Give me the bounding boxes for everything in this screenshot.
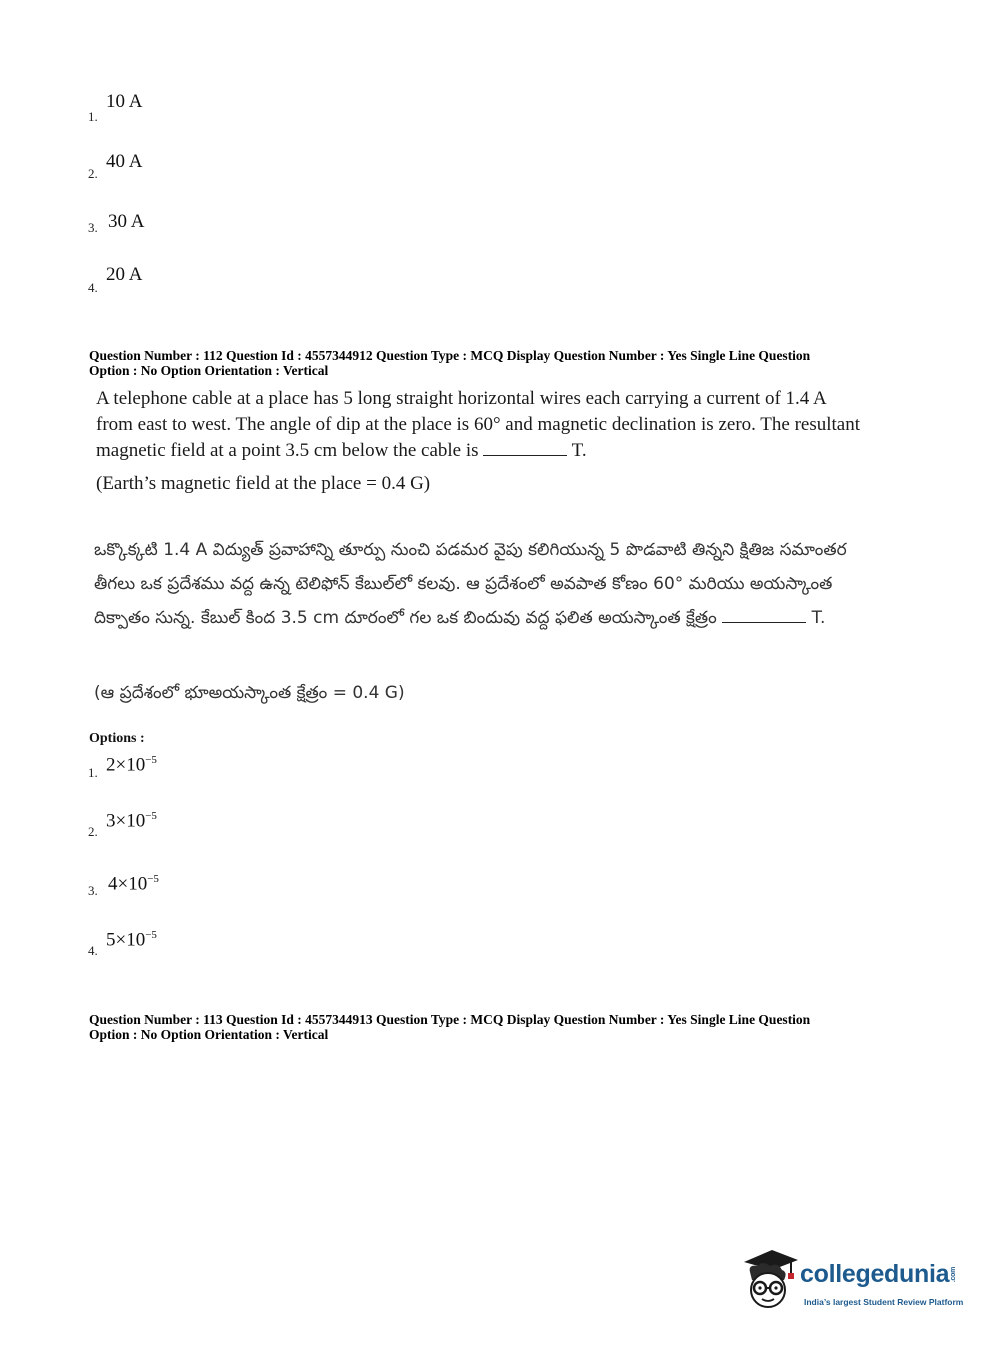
prev-option-1 <box>88 108 98 126</box>
prev-option-2 <box>88 165 98 183</box>
options-label: Options : <box>89 731 145 746</box>
prev-option-1-value: 10 A <box>106 91 143 112</box>
option-number: 4. <box>88 280 98 295</box>
q112-option-4-value <box>106 929 157 951</box>
q112-english-text <box>96 386 866 464</box>
collegedunia-logo <box>738 1246 968 1316</box>
q112-telugu-text <box>94 533 864 635</box>
q112-telugu-unit: T. <box>806 608 826 628</box>
mascot-icon <box>738 1246 800 1312</box>
exponent: −5 <box>145 810 157 822</box>
q113-meta-line2: Option : No Option Orientation : Vertical <box>89 1027 329 1042</box>
q112-telugu-body: ఒక్కొక్కటి 1.4 A విద్యుత్ ప్రవాహాన్ని తూర్పు నుంచి పడమర వైపు కలిగియున్న 5 పొడవాటి తిన్నని క్షితిజ సమాంతర తీగలు ఒక ప్రదేశము వద్ద ఉన్న టెలిఫోన్ కేబుల్‌లో కలవు. ఆ ప్రదేశంలో అవపాత కోణం 60° మరియు అయస్కాంత దిక్పాతం సున్న. కేబుల్ కింద 3.5 cm దూరంలో గల ఒక బిందువు వద్ద ఫలిత అయస్కాంత క్షేత్రం <box>94 540 847 628</box>
option-number: 1. <box>88 109 98 124</box>
prev-option-4-value: 20 A <box>106 264 143 285</box>
logo-tagline: India’s largest Student Review Platform <box>804 1297 964 1307</box>
logo-wordmark <box>800 1260 957 1289</box>
q112-english-note: (Earth’s magnetic field at the place = 0.4 G) <box>96 473 431 494</box>
q112-meta-line2: Option : No Option Orientation : Vertical <box>89 363 329 378</box>
exponent: −5 <box>145 754 157 766</box>
q112-option-1-number: 1. <box>88 765 98 780</box>
q112-option-4-number: 4. <box>88 943 98 958</box>
q113-meta <box>89 1012 810 1042</box>
q112-option-1-value <box>106 754 157 776</box>
logo-dotcom: .com <box>950 1266 958 1282</box>
prev-option-4 <box>88 279 98 297</box>
prev-option-2-value: 40 A <box>106 151 143 172</box>
option-number: 3. <box>88 220 98 235</box>
q112-english-unit: T. <box>567 440 587 461</box>
logo-name: collegedunia <box>800 1260 950 1288</box>
q112-option-3-value <box>108 873 159 895</box>
exponent: −5 <box>147 873 159 885</box>
option-number: 2. <box>88 166 98 181</box>
q112-option-2-value <box>106 810 157 832</box>
prev-option-3-value: 30 A <box>108 211 145 232</box>
q112-telugu-note: (ఆ ప్రదేశంలో భూఅయస్కాంత క్షేత్రం = 0.4 G) <box>94 683 405 703</box>
mantissa: 2×10 <box>106 754 146 776</box>
q112-meta-line1: Question Number : 112 Question Id : 4557344912 Question Type : MCQ Display Question Number : Yes Single Line Question <box>89 348 811 363</box>
q112-meta <box>89 348 810 378</box>
q112-option-2-number: 2. <box>88 824 98 839</box>
q112-option-3-number: 3. <box>88 883 98 898</box>
answer-blank-telugu <box>722 606 806 623</box>
exponent: −5 <box>145 929 157 941</box>
mantissa: 3×10 <box>106 810 146 832</box>
mantissa: 5×10 <box>106 929 146 951</box>
q112-english-body: A telephone cable at a place has 5 long straight horizontal wires each carrying a current of 1.4 A from east to west. The angle of dip at the place is 60° and magnetic declination is zero. The resultant magnetic field at a point 3.5 cm below the cable is <box>96 388 861 461</box>
prev-option-3 <box>88 219 98 237</box>
mantissa: 4×10 <box>108 873 148 895</box>
answer-blank <box>483 439 567 456</box>
q113-meta-line1: Question Number : 113 Question Id : 4557344913 Question Type : MCQ Display Question Number : Yes Single Line Question <box>89 1012 811 1027</box>
